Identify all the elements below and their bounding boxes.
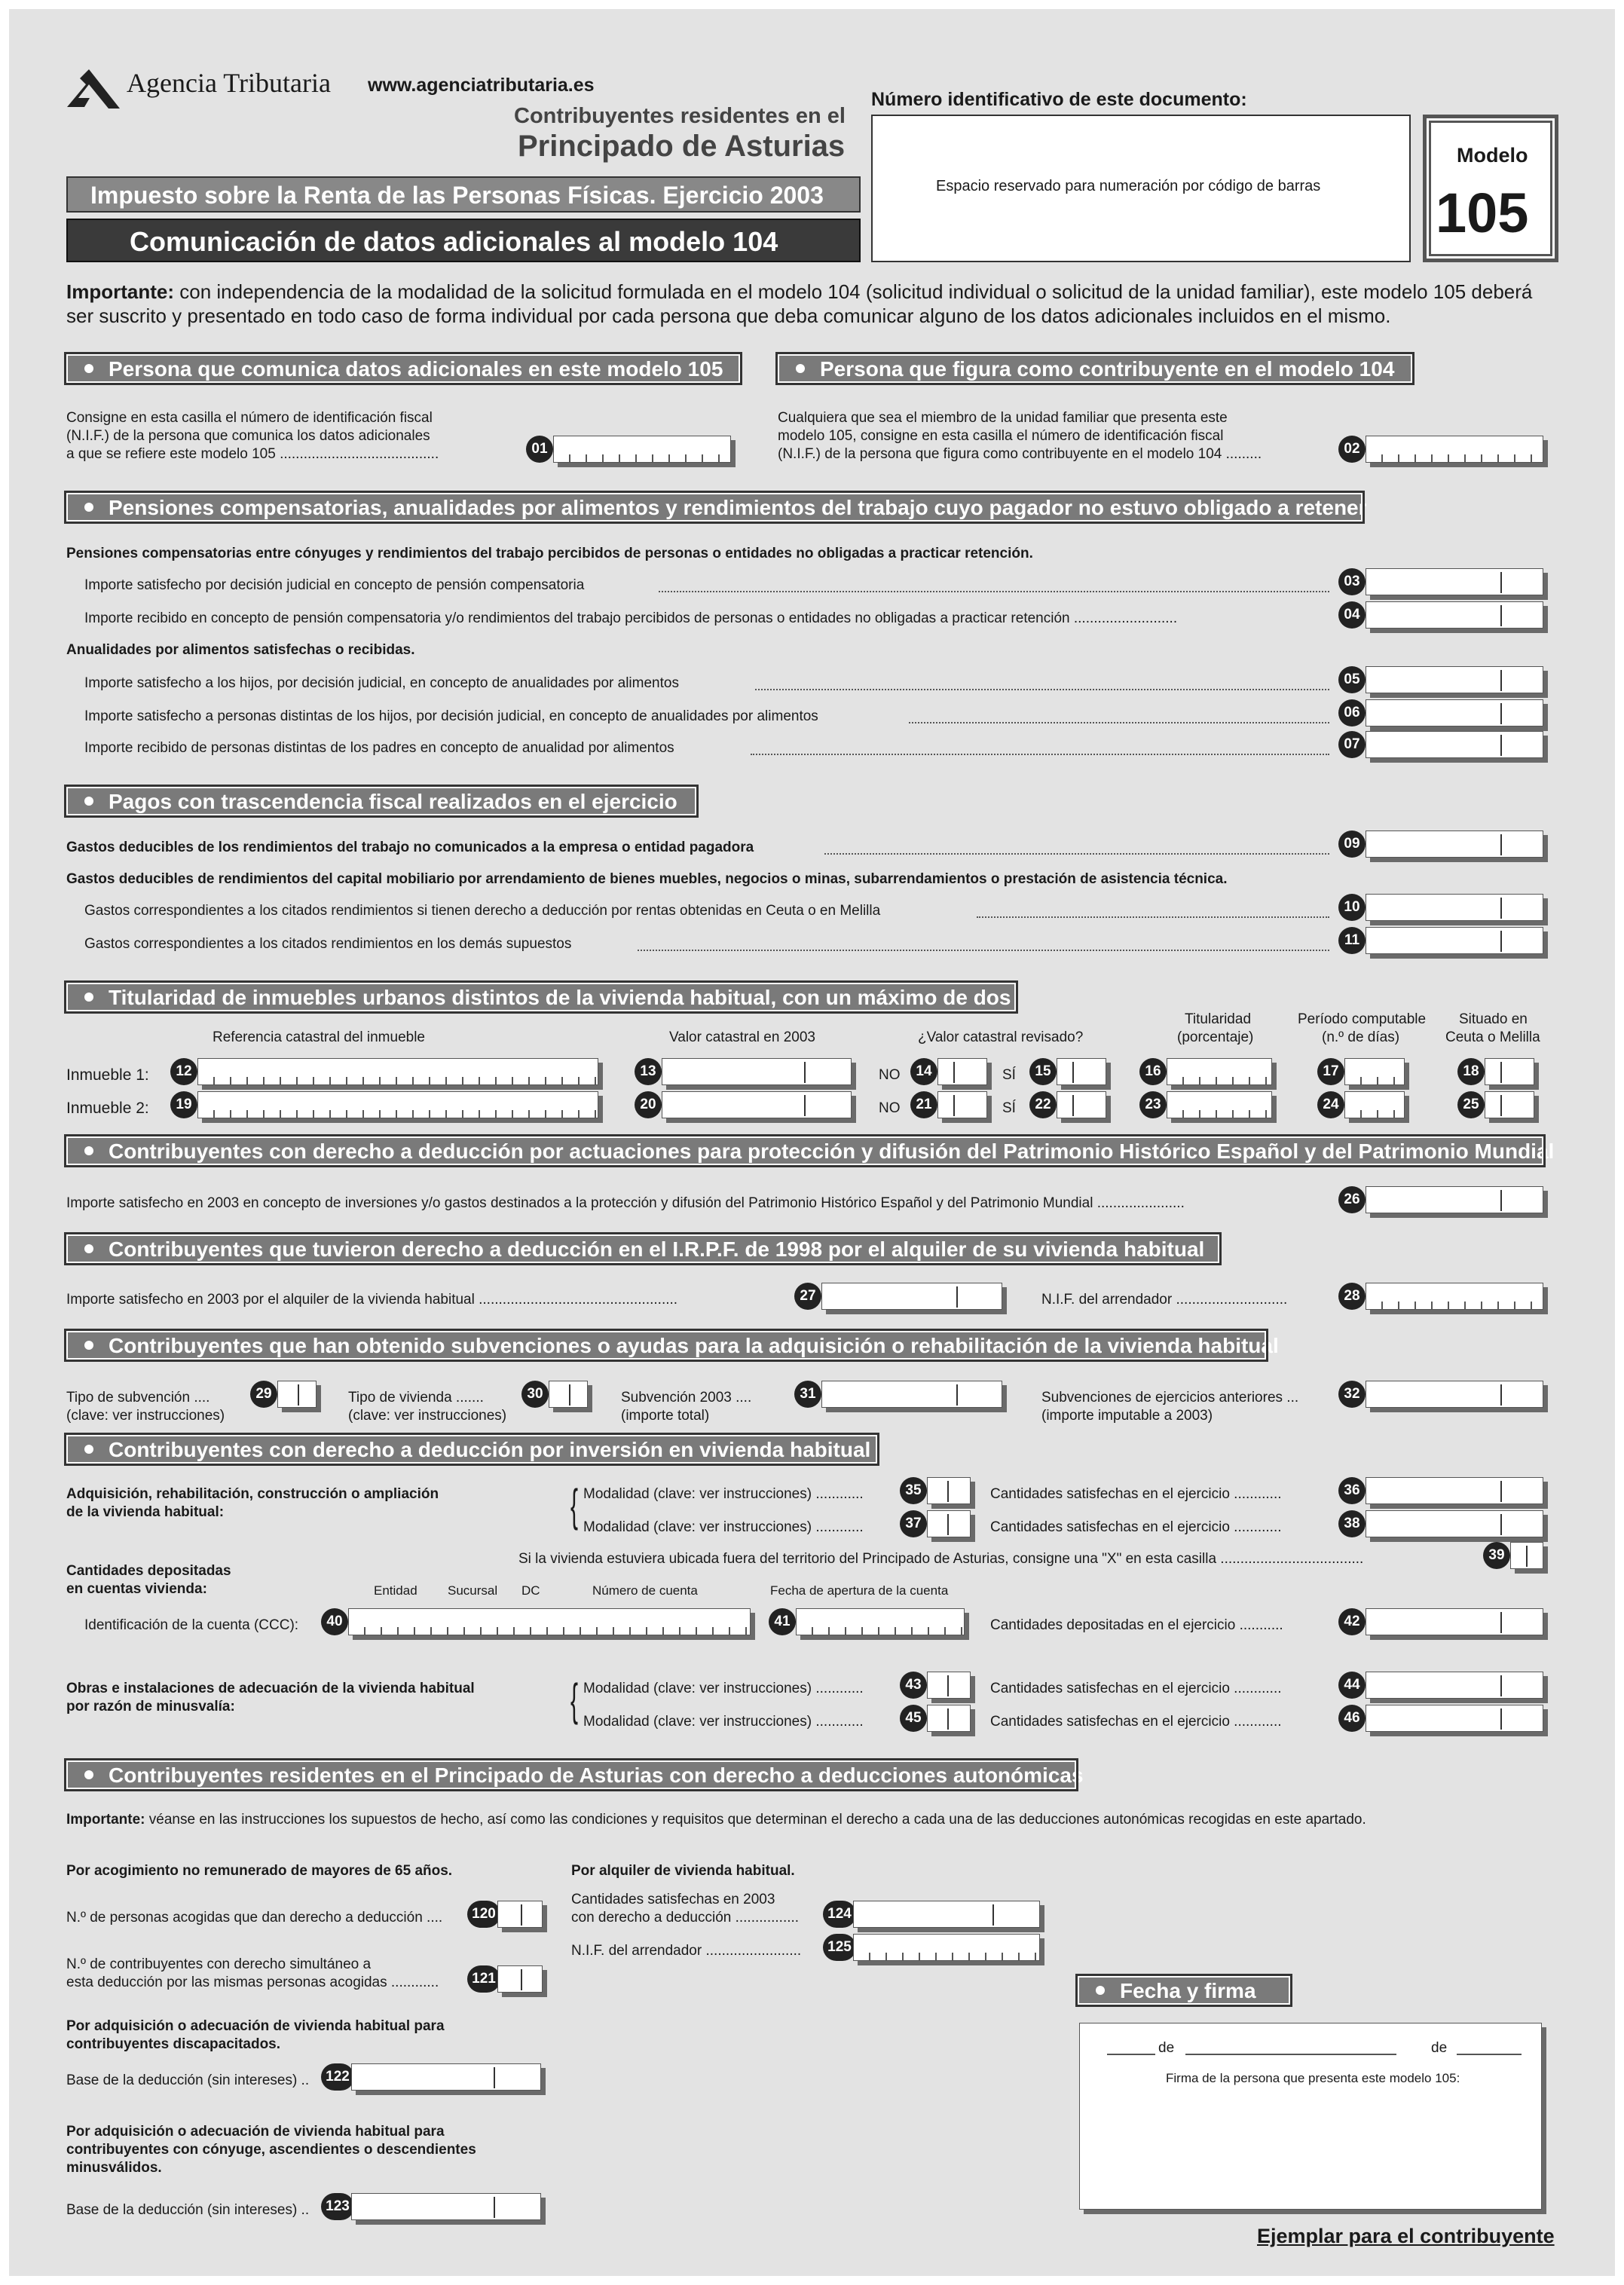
capital-subtitle: Gastos deducibles de rendimientos del capital mobiliario por arrendamiento de bienes muebles, negocios o minas, subarrendamientos o prestación de asistencia técnica.: [66, 871, 1228, 887]
field-121[interactable]: [497, 1965, 543, 1993]
label-125: N.I.F. del arrendador ........................: [571, 1943, 802, 1959]
casilla-21: 21: [910, 1091, 937, 1118]
section-persona-comunica: Persona que comunica datos adicionales en este modelo 105: [66, 354, 740, 383]
casilla-01: 01: [526, 436, 553, 463]
section-pensiones: Pensiones compensatorias, anualidades por alimentos y rendimientos del trabajo cuyo pagador no estuvo obligado a retener: [66, 493, 1363, 522]
nif-right-line3: (N.I.F.) de la persona que figura como contribuyente en el modelo 104 .........: [778, 446, 1262, 462]
label-27: Importe satisfecho en 2003 por el alquiler de la vivienda habitual ..................................................: [66, 1292, 678, 1308]
field-19[interactable]: [197, 1091, 598, 1118]
casilla-28: 28: [1338, 1283, 1366, 1310]
field-42[interactable]: [1366, 1608, 1543, 1635]
label-121-1: N.º de contribuyentes con derecho simultáneo a: [66, 1956, 372, 1972]
field-10[interactable]: [1366, 894, 1543, 921]
casilla-26: 26: [1338, 1186, 1366, 1213]
leader-10: [977, 916, 1329, 918]
casilla-18: 18: [1457, 1058, 1485, 1085]
casilla-12: 12: [170, 1058, 197, 1085]
field-30[interactable]: [549, 1381, 588, 1408]
label-38: Cantidades satisfechas en el ejercicio ............: [990, 1519, 1282, 1535]
label-45: Modalidad (clave: ver instrucciones) ............: [583, 1714, 864, 1730]
casilla-02: 02: [1338, 436, 1366, 463]
label-31-sub: (importe total): [621, 1408, 710, 1424]
form-page: [9, 9, 1615, 2276]
discapacitados-title-1: Por adquisición o adecuación de vivienda habitual para: [66, 2018, 445, 2034]
nif-right-line1: Cualquiera que sea el miembro de la unidad familiar que presenta este: [778, 410, 1228, 426]
leader-03: [659, 591, 1329, 592]
label-06: Importe satisfecho a personas distintas de los hijos, por decisión judicial, en concepto de anualidades por alimentos: [84, 708, 818, 724]
field-06[interactable]: [1366, 699, 1543, 726]
casilla-123: 123: [321, 2193, 354, 2220]
casilla-14: 14: [910, 1058, 937, 1085]
casilla-42: 42: [1338, 1608, 1366, 1635]
field-18[interactable]: [1485, 1058, 1534, 1085]
field-43[interactable]: [927, 1672, 971, 1699]
footer-ejemplar: Ejemplar para el contribuyente: [1257, 2225, 1555, 2247]
brace-adq: {: [570, 1480, 579, 1531]
form-title-bar: Comunicación de datos adicionales al modelo 104: [66, 219, 861, 262]
field-39[interactable]: [1510, 1542, 1543, 1569]
field-41[interactable]: [796, 1608, 965, 1635]
agency-name: Agencia Tributaria: [127, 68, 331, 98]
section-firma: Fecha y firma: [1078, 1976, 1290, 2005]
casilla-09: 09: [1338, 830, 1366, 858]
casilla-38: 38: [1338, 1510, 1366, 1537]
field-20[interactable]: [662, 1091, 852, 1118]
firma-area[interactable]: [1079, 2023, 1542, 2210]
label-26: Importe satisfecho en 2003 en concepto de inversiones y/o gastos destinados a la protección y difusión del Patrimonio Histórico Español y del Patrimonio Mundial ......................: [66, 1195, 1185, 1211]
casilla-39: 39: [1483, 1542, 1510, 1569]
inmueble-1-label: Inmueble 1:: [66, 1066, 149, 1084]
field-27[interactable]: [821, 1283, 1002, 1310]
label-124-2: con derecho a deducción ................: [571, 1910, 800, 1926]
field-14[interactable]: [937, 1058, 987, 1085]
field-22[interactable]: [1057, 1091, 1106, 1118]
casilla-40: 40: [321, 1608, 348, 1635]
label-10: Gastos correspondientes a los citados rendimientos si tienen derecho a deducción por rentas obtenidas en Ceuta o en Melilla: [84, 903, 881, 919]
field-35[interactable]: [927, 1477, 971, 1504]
casilla-121: 121: [467, 1965, 500, 1993]
section-pagos: Pagos con trascendencia fiscal realizados en el ejercicio: [66, 787, 696, 815]
label-29: Tipo de subvención ....: [66, 1390, 210, 1406]
label-39: Si la vivienda estuviera ubicada fuera del territorio del Principado de Asturias, consigne una "X" en esta casilla ....................................: [518, 1551, 1364, 1567]
field-16[interactable]: [1167, 1058, 1272, 1085]
field-120[interactable]: [497, 1901, 543, 1928]
label-30-sub: (clave: ver instrucciones): [348, 1408, 507, 1424]
casilla-44: 44: [1338, 1672, 1366, 1699]
obras-label-1: Obras e instalaciones de adecuación de la vivienda habitual: [66, 1681, 475, 1696]
col-titularidad-1: Titularidad: [1185, 1011, 1252, 1027]
conyuge-title-2: contribuyentes con cónyuge, ascendientes o descendientes: [66, 2142, 476, 2158]
label-29-sub: (clave: ver instrucciones): [66, 1408, 225, 1424]
label-46: Cantidades satisfechas en el ejercicio ............: [990, 1714, 1282, 1730]
field-28[interactable]: [1366, 1283, 1543, 1310]
si-label-2: SÍ: [1002, 1100, 1016, 1116]
casilla-32: 32: [1338, 1381, 1366, 1408]
field-24[interactable]: [1344, 1091, 1405, 1118]
nif-right-line2: modelo 105, consigne en esta casilla el número de identificación fiscal: [778, 428, 1224, 444]
firma-caption: Firma de la persona que presenta este modelo 105:: [1166, 2071, 1460, 2085]
field-40[interactable]: [348, 1608, 751, 1635]
label-09: Gastos deducibles de los rendimientos del trabajo no comunicados a la empresa o entidad pagadora: [66, 840, 754, 855]
nif-left-line2: (N.I.F.) de la persona que comunica los datos adicionales: [66, 428, 430, 444]
field-31[interactable]: [821, 1381, 1002, 1408]
field-04[interactable]: [1366, 601, 1543, 629]
region-label: Principado de Asturias: [518, 130, 846, 163]
casilla-43: 43: [900, 1672, 927, 1699]
casilla-37: 37: [900, 1510, 927, 1537]
section-patrimonio: Contribuyentes con derecho a deducción por actuaciones para protección y difusión del Patrimonio Histórico Español y del Patrimonio Mundial: [66, 1136, 1543, 1165]
field-26[interactable]: [1366, 1186, 1543, 1213]
col-entidad: Entidad: [374, 1583, 417, 1598]
adquisicion-label-1: Adquisición, rehabilitación, construcción o ampliación: [66, 1486, 439, 1502]
col-fecha: Fecha de apertura de la cuenta: [770, 1583, 949, 1598]
field-01-nif[interactable]: [553, 436, 731, 463]
casilla-16: 16: [1139, 1058, 1167, 1085]
casilla-29: 29: [250, 1381, 277, 1408]
casilla-122: 122: [321, 2063, 354, 2091]
label-28: N.I.F. del arrendador ............................: [1041, 1292, 1288, 1308]
nif-left-line3: a que se refiere este modelo 105 ........................................: [66, 446, 439, 462]
leader-09: [824, 853, 1329, 855]
casilla-05: 05: [1338, 666, 1366, 693]
conyuge-title-1: Por adquisición o adecuación de vivienda habitual para: [66, 2124, 445, 2140]
field-02-nif[interactable]: [1366, 436, 1543, 463]
casilla-04: 04: [1338, 601, 1366, 629]
brace-obras: {: [570, 1675, 579, 1725]
field-123[interactable]: [351, 2193, 541, 2220]
firma-month-line: [1185, 2054, 1396, 2055]
field-12[interactable]: [197, 1058, 598, 1085]
label-32: Subvenciones de ejercicios anteriores ...: [1041, 1390, 1299, 1406]
label-36: Cantidades satisfechas en el ejercicio ............: [990, 1486, 1282, 1502]
firma-day-line: [1107, 2054, 1155, 2055]
section-inmuebles: Titularidad de inmuebles urbanos distintos de la vivienda habitual, con un máximo de dos: [66, 983, 1016, 1011]
casilla-23: 23: [1139, 1091, 1167, 1118]
label-04: Importe recibido en concepto de pensión compensatoria y/o rendimientos del trabajo percibidos de personas o entidades no obligadas a practicar retención ..........................: [84, 610, 1178, 626]
casilla-11: 11: [1338, 927, 1366, 954]
firma-year-line: [1457, 2054, 1522, 2055]
important-text-2: ser suscrito y presentado en todo caso de forma individual por cada persona que deba comunicar alguno de los datos adicionales incluidos en el mismo.: [66, 304, 1391, 327]
field-44[interactable]: [1366, 1672, 1543, 1699]
col-sucursal: Sucursal: [448, 1583, 498, 1598]
field-36[interactable]: [1366, 1477, 1543, 1504]
si-label-1: SÍ: [1002, 1067, 1016, 1083]
label-121-2: esta deducción por las mismas personas acogidas ............: [66, 1975, 439, 1990]
casilla-41: 41: [769, 1608, 796, 1635]
discapacitados-title-2: contribuyentes discapacitados.: [66, 2036, 281, 2052]
col-periodo-1: Período computable: [1298, 1011, 1427, 1027]
casilla-19: 19: [170, 1091, 197, 1118]
label-122: Base de la deducción (sin intereses) ..: [66, 2072, 310, 2088]
label-40: Identificación de la cuenta (CCC):: [84, 1617, 299, 1633]
field-125[interactable]: [853, 1934, 1040, 1961]
casilla-35: 35: [900, 1477, 927, 1504]
field-29[interactable]: [277, 1381, 317, 1408]
casilla-10: 10: [1338, 894, 1366, 921]
label-35: Modalidad (clave: ver instrucciones) ............: [583, 1486, 864, 1502]
section-inversion-vivienda: Contribuyentes con derecho a deducción por inversión en vivienda habitual: [66, 1435, 877, 1464]
casilla-07: 07: [1338, 731, 1366, 758]
conyuge-title-3: minusválidos.: [66, 2160, 162, 2176]
no-label-1: NO: [879, 1067, 901, 1083]
casilla-124: 124: [823, 1901, 856, 1928]
casilla-20: 20: [635, 1091, 662, 1118]
col-dc: DC: [521, 1583, 540, 1598]
casilla-24: 24: [1317, 1091, 1344, 1118]
casilla-30: 30: [521, 1381, 549, 1408]
casilla-17: 17: [1317, 1058, 1344, 1085]
col-situado-2: Ceuta o Melilla: [1445, 1029, 1540, 1045]
section-alquiler-1998: Contribuyentes que tuvieron derecho a deducción en el I.R.P.F. de 1998 por el alquiler de su vivienda habitual: [66, 1234, 1219, 1263]
casilla-45: 45: [900, 1705, 927, 1732]
label-03: Importe satisfecho por decisión judicial en concepto de pensión compensatoria: [84, 577, 585, 593]
agency-logo-icon: [63, 62, 124, 115]
label-32-sub: (importe imputable a 2003): [1041, 1408, 1213, 1424]
field-38[interactable]: [1366, 1510, 1543, 1537]
casilla-36: 36: [1338, 1477, 1366, 1504]
firma-de-2: de: [1431, 2040, 1448, 2056]
label-43: Modalidad (clave: ver instrucciones) ............: [583, 1681, 864, 1696]
field-09[interactable]: [1366, 830, 1543, 858]
label-44: Cantidades satisfechas en el ejercicio ............: [990, 1681, 1282, 1696]
field-15[interactable]: [1057, 1058, 1106, 1085]
col-titularidad-2: (porcentaje): [1177, 1029, 1254, 1045]
label-30: Tipo de vivienda .......: [348, 1390, 484, 1406]
casilla-120: 120: [467, 1901, 500, 1928]
leader-06: [909, 722, 1329, 723]
field-46[interactable]: [1366, 1705, 1543, 1732]
agency-url[interactable]: www.agenciatributaria.es: [368, 75, 595, 96]
residents-label: Contribuyentes residentes en el: [514, 104, 846, 128]
alquiler-title: Por alquiler de vivienda habitual.: [571, 1863, 795, 1879]
section-subvenciones: Contribuyentes que han obtenido subvenciones o ayudas para la adquisición o rehabilitación de la vivienda habitual: [66, 1331, 1266, 1360]
label-123: Base de la deducción (sin intereses) ..: [66, 2202, 310, 2218]
important-text-1: Importante: con independencia de la modalidad de la solicitud formulada en el modelo 104 (solicitud individual o solicitud de la unidad familiar), este modelo 105 deberá: [66, 280, 1533, 303]
label-37: Modalidad (clave: ver instrucciones) ............: [583, 1519, 864, 1535]
label-42: Cantidades depositadas en el ejercicio ...........: [990, 1617, 1283, 1633]
casilla-22: 22: [1029, 1091, 1057, 1118]
acogimiento-title: Por acogimiento no remunerado de mayores de 65 años.: [66, 1863, 453, 1879]
col-cuenta: Número de cuenta: [592, 1583, 698, 1598]
casilla-31: 31: [794, 1381, 821, 1408]
inmueble-2-label: Inmueble 2:: [66, 1100, 149, 1117]
doc-id-label: Número identificativo de este documento:: [871, 89, 1247, 110]
tax-title-bar: Impuesto sobre la Renta de las Personas Físicas. Ejercicio 2003: [66, 176, 861, 213]
col-periodo-2: (n.º de días): [1322, 1029, 1400, 1045]
casilla-46: 46: [1338, 1705, 1366, 1732]
col-situado-1: Situado en: [1459, 1011, 1528, 1027]
field-11[interactable]: [1366, 927, 1543, 954]
casilla-06: 06: [1338, 699, 1366, 726]
label-07: Importe recibido de personas distintas de los padres en concepto de anualidad por alimentos: [84, 740, 674, 756]
label-11: Gastos correspondientes a los citados rendimientos en los demás supuestos: [84, 936, 572, 952]
firma-de-1: de: [1158, 2040, 1175, 2056]
casilla-13: 13: [635, 1058, 662, 1085]
field-124[interactable]: [853, 1901, 1040, 1928]
label-120: N.º de personas acogidas que dan derecho a deducción ....: [66, 1910, 443, 1926]
casilla-03: 03: [1338, 568, 1366, 595]
pensiones-subtitle: Pensiones compensatorias entre cónyuges y rendimientos del trabajo percibidos de personas o entidades no obligadas a practicar retención.: [66, 546, 1033, 561]
field-03[interactable]: [1366, 568, 1543, 595]
casilla-27: 27: [794, 1283, 821, 1310]
adquisicion-label-2: de la vivienda habitual:: [66, 1504, 225, 1520]
barcode-area: Espacio reservado para numeración por código de barras: [871, 115, 1411, 262]
casilla-25: 25: [1457, 1091, 1485, 1118]
col-valor: Valor catastral en 2003: [669, 1029, 815, 1045]
casilla-15: 15: [1029, 1058, 1057, 1085]
label-124-1: Cantidades satisfechas en 2003: [571, 1892, 775, 1907]
no-label-2: NO: [879, 1100, 901, 1116]
casilla-125: 125: [823, 1934, 856, 1961]
modelo-box: Modelo 105: [1423, 115, 1558, 262]
depositadas-label-2: en cuentas vivienda:: [66, 1581, 207, 1597]
autonomicas-important: Importante: véanse en las instrucciones los supuestos de hecho, así como las condiciones y requisitos que determinan el derecho a cada una de las deducciones autonómicas recogidas en este apartado.: [66, 1812, 1366, 1828]
field-23[interactable]: [1167, 1091, 1272, 1118]
obras-label-2: por razón de minusvalía:: [66, 1699, 235, 1715]
field-05[interactable]: [1366, 666, 1543, 693]
depositadas-label-1: Cantidades depositadas: [66, 1563, 231, 1579]
field-07[interactable]: [1366, 731, 1543, 758]
field-25[interactable]: [1485, 1091, 1534, 1118]
label-31: Subvención 2003 ....: [621, 1390, 752, 1406]
field-17[interactable]: [1344, 1058, 1405, 1085]
col-referencia: Referencia catastral del inmueble: [213, 1029, 425, 1045]
field-45[interactable]: [927, 1705, 971, 1732]
field-13[interactable]: [662, 1058, 852, 1085]
field-122[interactable]: [351, 2063, 541, 2091]
leader-05: [755, 689, 1329, 690]
label-05: Importe satisfecho a los hijos, por decisión judicial, en concepto de anualidades por alimentos: [84, 675, 679, 691]
field-37[interactable]: [927, 1510, 971, 1537]
leader-11: [638, 950, 1329, 951]
leader-07: [751, 754, 1329, 755]
section-autonomicas: Contribuyentes residentes en el Principado de Asturias con derecho a deducciones autonómicas: [66, 1760, 1076, 1789]
col-revisado: ¿Valor catastral revisado?: [918, 1029, 1084, 1045]
field-32[interactable]: [1366, 1381, 1543, 1408]
field-21[interactable]: [937, 1091, 987, 1118]
anualidades-subtitle: Anualidades por alimentos satisfechas o recibidas.: [66, 642, 415, 658]
section-persona-contribuyente: Persona que figura como contribuyente en el modelo 104: [778, 354, 1412, 383]
nif-left-line1: Consigne en esta casilla el número de identificación fiscal: [66, 410, 433, 426]
